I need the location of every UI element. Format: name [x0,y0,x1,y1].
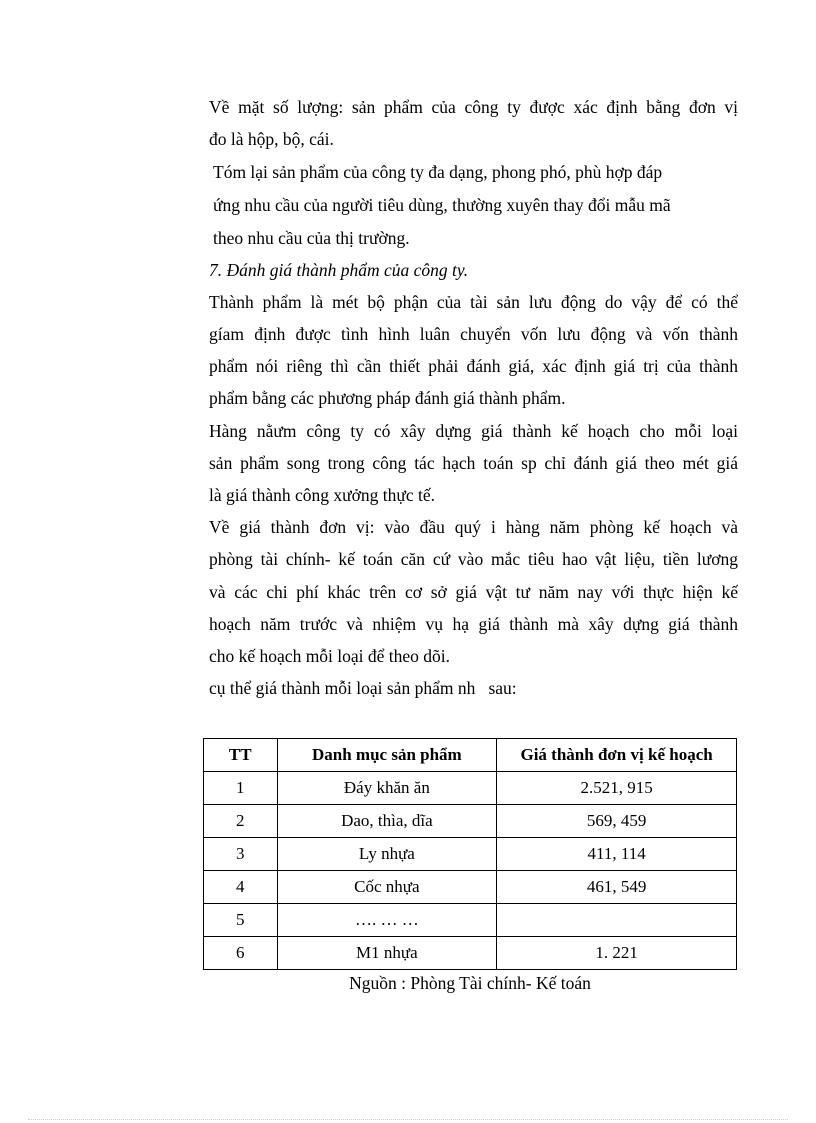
paragraph-line: đo là hộp, bộ, cái. [209,129,334,149]
table-row [204,838,737,871]
header-planned-unit-cost: Giá thành đơn vị kế hoạch [497,739,737,772]
header-product-name: Danh mục sản phẩm [277,739,497,772]
cell-product-name: Cốc nhựa [277,871,497,904]
footer-divider [28,1119,788,1120]
paragraph-line: gíam định được tình hình luân chuyển vốn lưu động và vốn thành [209,324,738,344]
table-row [204,871,737,904]
table-source-caption: Nguồn : Phòng Tài chính- Kế toán [349,973,591,993]
cell-price [497,904,737,937]
section-heading: 7. Đánh giá thành phẩm của công ty. [209,260,469,280]
cell-tt: 6 [204,937,278,970]
cell-product-name: Ly nhựa [277,838,497,871]
table-row [204,937,737,970]
paragraph-line: Tóm lại sản phẩm của công ty đa dạng, phong phó, phù hợp đáp [213,162,663,182]
paragraph-line: sản phẩm song trong công tác hạch toán sp chỉ đánh giá theo mét giá [209,453,738,473]
table-row [204,772,737,805]
cell-product-name: Dao, thìa, dĩa [277,805,497,838]
cell-product-name: Đáy khăn ăn [277,772,497,805]
paragraph-line: theo nhu cầu của thị trường. [213,228,410,248]
cell-tt: 2 [204,805,278,838]
cell-product-name: M1 nhựa [277,937,497,970]
paragraph-line: là giá thành công xưởng thực tế. [209,485,436,505]
cell-price: 569, 459 [497,805,737,838]
header-tt: TT [204,739,278,772]
paragraph-line: Thành phẩm là mét bộ phận của tài sản lưu động do vậy để có thể [209,292,738,312]
paragraph-line: Hàng nằưm công ty có xây dựng giá thành kế hoạch cho mỗi loại [209,421,738,441]
paragraph-line: cụ thể giá thành mỗi loại sản phẩm nh sau: [209,678,517,698]
product-cost-table [203,738,737,970]
cell-price: 2.521, 915 [497,772,737,805]
cell-price: 1. 221 [497,937,737,970]
table-row [204,805,737,838]
paragraph-line: và các chi phí khác trên cơ sở giá vật tư năm nay với thực hiện kế [209,582,738,602]
cell-tt: 4 [204,871,278,904]
cell-tt: 3 [204,838,278,871]
cell-price: 411, 114 [497,838,737,871]
cell-tt: 5 [204,904,278,937]
paragraph-line: Về mặt số lượng: sản phẩm của công ty được xác định bằng đơn vị [209,97,738,117]
table-header-row [204,739,737,772]
cell-product-name: …. … … [277,904,497,937]
table-row [204,904,737,937]
paragraph-line: phẩm bằng các phương pháp đánh giá thành phẩm. [209,388,566,408]
paragraph-line: cho kế hoạch mỗi loại để theo dõi. [209,646,451,666]
paragraph-line: Về giá thành đơn vị: vào đầu quý i hàng năm phòng kế hoạch và [209,517,738,537]
cell-price: 461, 549 [497,871,737,904]
cell-tt: 1 [204,772,278,805]
paragraph-line: phòng tài chính- kế toán căn cứ vào mắc tiêu hao vật liệu, tiền lương [209,549,738,569]
paragraph-line: ứng nhu cầu của người tiêu dùng, thường xuyên thay đổi mẫu mã [213,195,671,215]
paragraph-line: hoạch năm trước và nhiệm vụ hạ giá thành mà xây dựng giá thành [209,614,738,634]
paragraph-line: phẩm nói riêng thì cần thiết phải đánh giá, xác định giá trị của thành [209,356,738,376]
